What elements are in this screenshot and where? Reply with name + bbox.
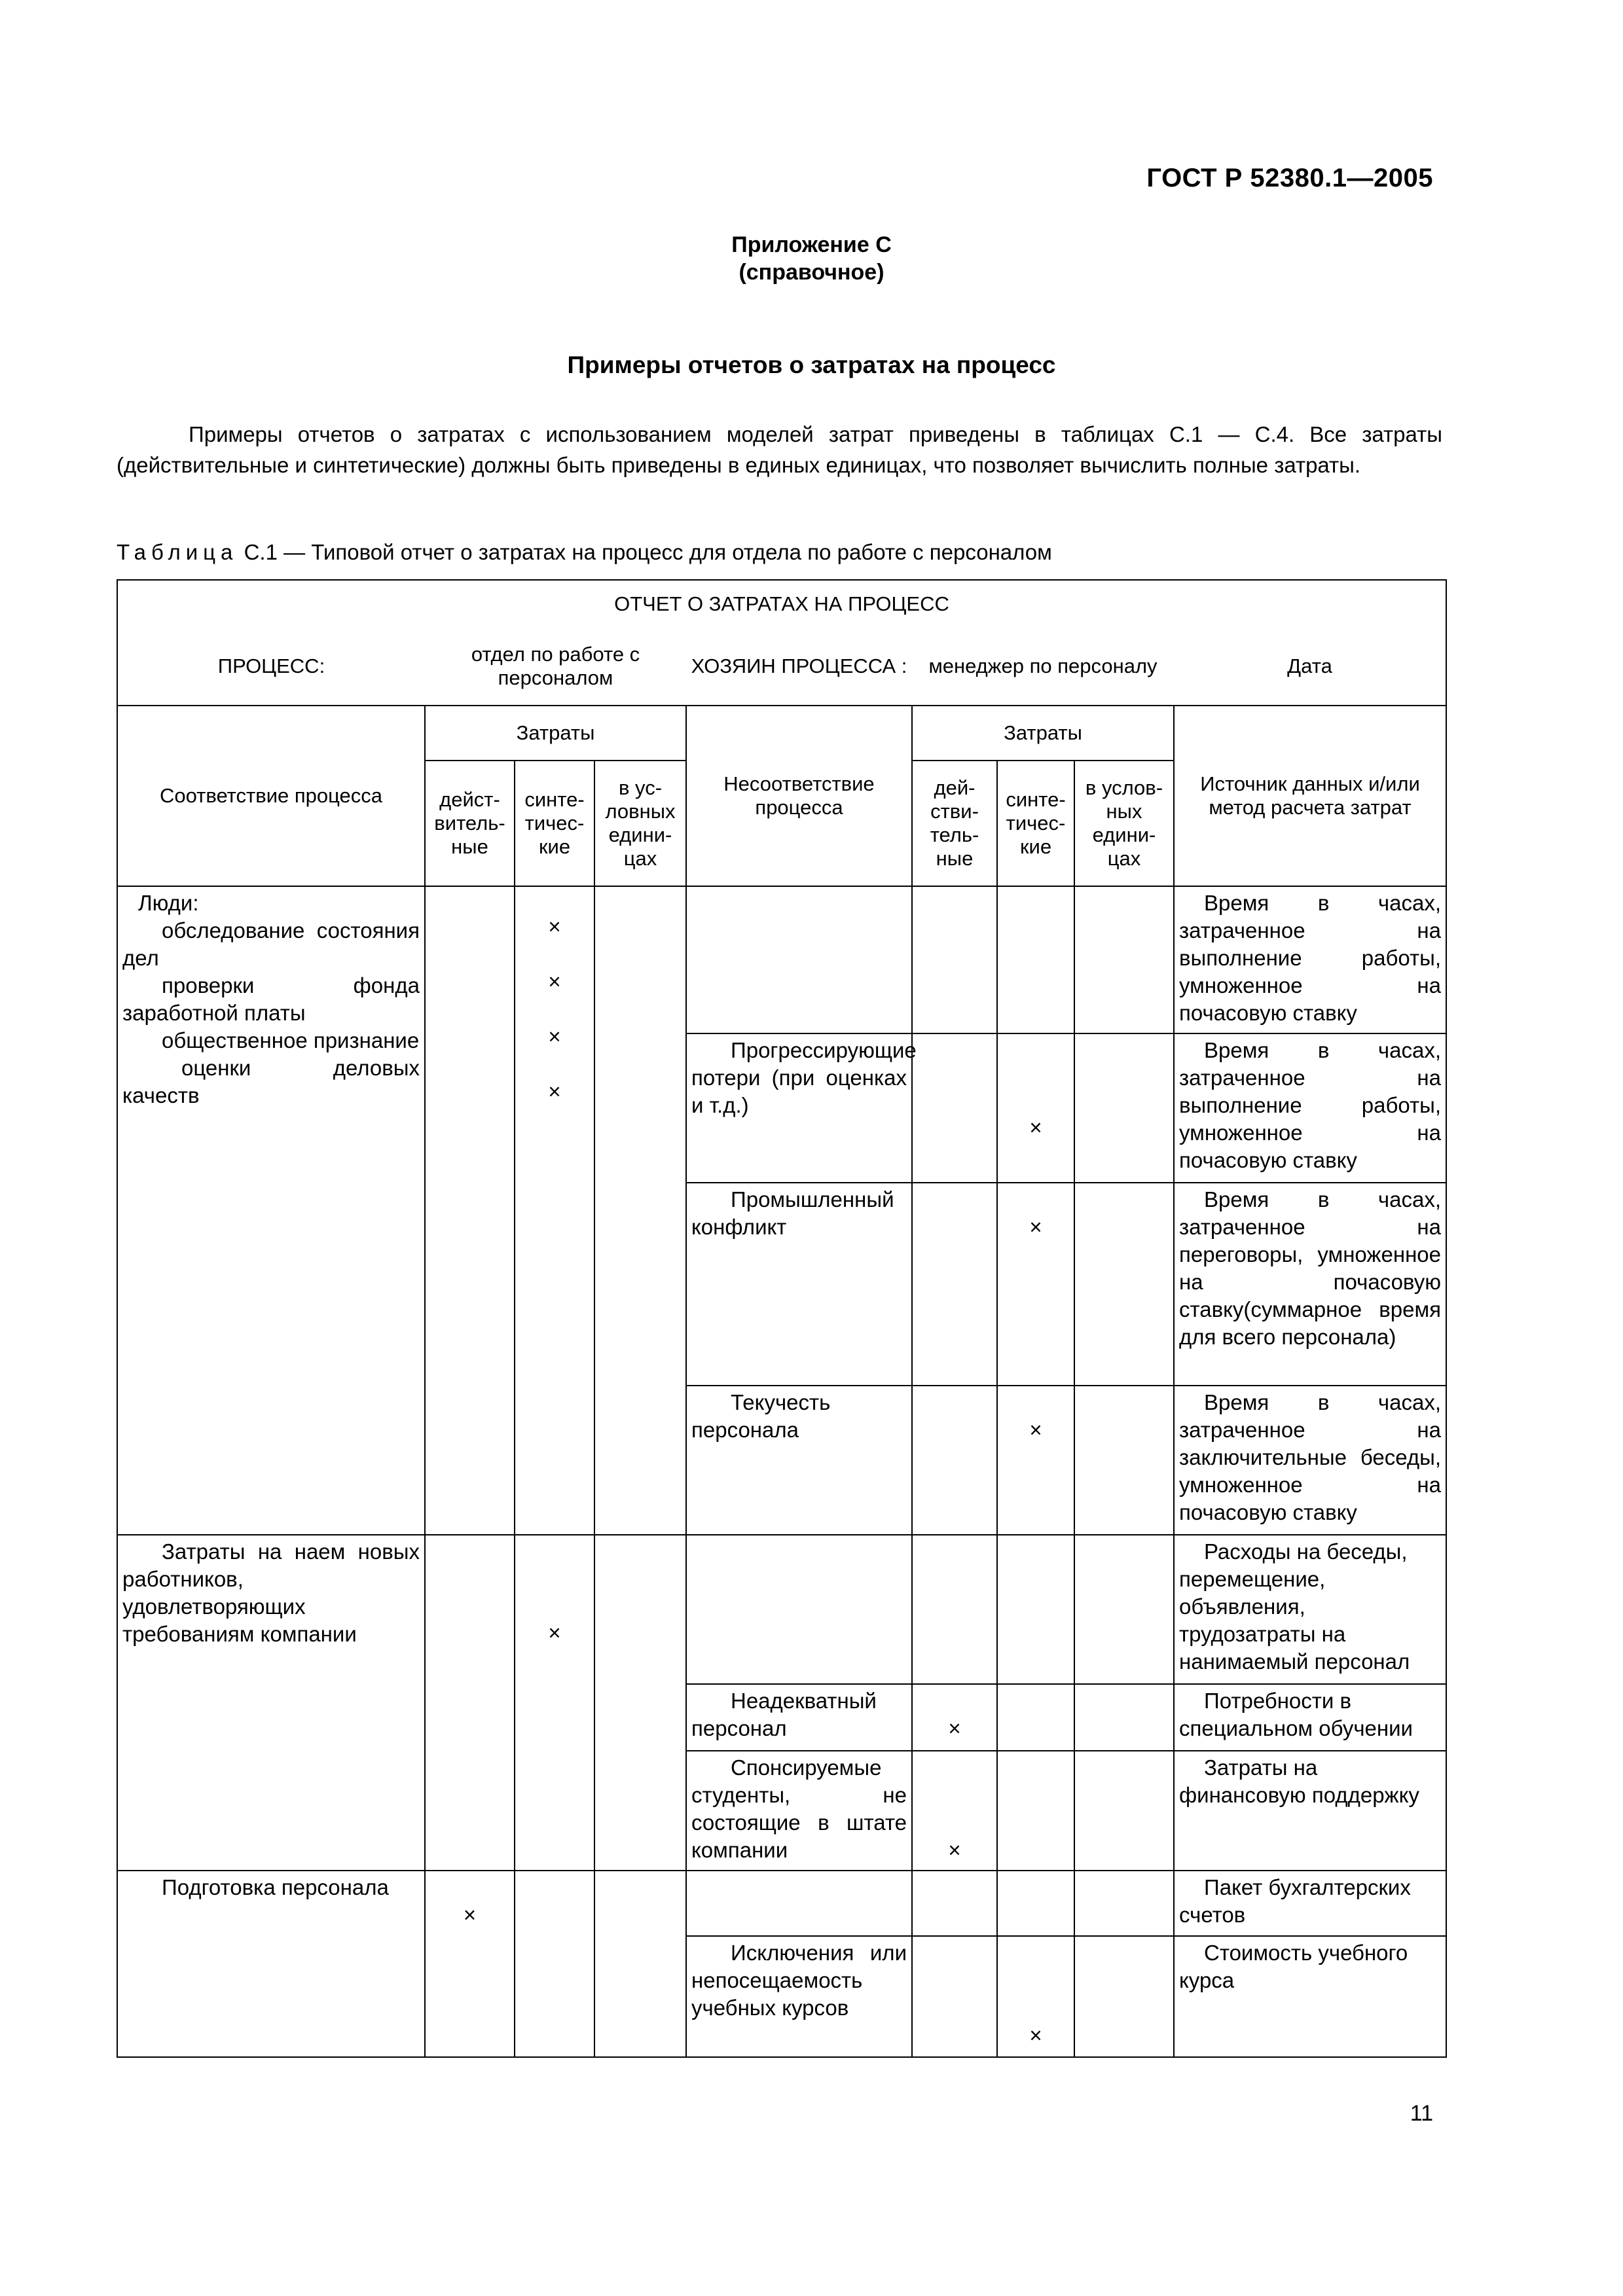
col-actual: дейст-витель-ные: [425, 761, 515, 886]
nonconformance-cell: Неадекватный персонал: [686, 1684, 912, 1751]
nonconformance-cell: Исключения или непосещаемость учебных курсов: [686, 1936, 912, 2057]
col-units-2: в услов-ных едини-цах: [1074, 761, 1174, 886]
appendix-title: Приложение С: [731, 232, 892, 257]
page-number: 11: [1410, 2101, 1433, 2126]
table-row: Подготовка персонала: [117, 1871, 425, 2057]
col-synthetic-2: синте-тичес-кие: [997, 761, 1074, 886]
date-label: Дата: [1174, 627, 1446, 706]
source-cell: Время в часах, затраченное на выполнение работы, умноженное на почасовую ставку: [1174, 886, 1446, 1033]
nonconformance-cell: Текучесть персонала: [686, 1386, 912, 1535]
owner-label: ХОЗЯИН ПРОЦЕССА :: [686, 627, 912, 706]
process-label: ПРОЦЕСС:: [117, 627, 425, 706]
standard-number: ГОСТ Р 52380.1—2005: [1146, 164, 1433, 192]
nonconformance-cell: Промышленный конфликт: [686, 1183, 912, 1386]
col-costs-right: Затраты: [912, 706, 1174, 761]
source-cell: Время в часах, затраченное на заключительные беседы, умноженное на почасовую ставку: [1174, 1386, 1446, 1535]
source-cell: Расходы на беседы, перемещение, объявления, трудозатраты на нанимаемый персонал: [1174, 1535, 1446, 1684]
col-costs-left: Затраты: [425, 706, 686, 761]
cost-report-table: ОТЧЕТ О ЗАТРАТАХ НА ПРОЦЕСС ПРОЦЕСС: отдел по работе с персоналом ХОЗЯИН ПРОЦЕССА : менеджер по персоналу Дата Соответствие процесса Затраты Несоответствие процесса Затраты Источник данных и/или метод расчета затрат дейст-витель-ные синте-тичес-кие в ус-ловных едини-цах дей-стви-тель-ные синте-тичес-кие в услов-ных едини-цах Люди: обследование состояния дел проверки фонда заработной платы общественное признание оценки деловых качеств × × × × Время в часах, затраченное на выполнение работы, умноженное на почасовую ставку Прогрессирующие потери (при оценках и т.д.) × Время в часах, затраченное на выполнение работы, умноженное на почасовую ставку Промышленный конфликт × Время в часах, затраченное на переговоры, умноженное на почасовую ставку(суммарное время для всего персонала) Текучесть персонала × Время в часах, затраченное на заключительные беседы, умноженное на почасовую ставку Затраты на наем новых работников, удовлетворяющих требованиям компании × Расходы на беседы, перемещение, объявления, трудозатраты на нанимаемый персонал Неадекватный персонал × Потребности в специальном обучении Спонсируемые студенты, не состоящие в штате компании × Затраты на финансовую поддержку Подготовка персонала × Пакет бухгалтерских счетов Исключения или непосещаемость учебных курсов × Стоимость учебного курса: [117, 579, 1447, 2058]
nonconformance-cell: Прогрессирующие потери (при оценках и т.д.): [686, 1033, 912, 1183]
source-cell: Время в часах, затраченное на выполнение работы, умноженное на почасовую ставку: [1174, 1033, 1446, 1183]
source-cell: Затраты на финансовую поддержку: [1174, 1751, 1446, 1871]
owner-value: менеджер по персоналу: [912, 627, 1174, 706]
table-row: Люди: обследование состояния дел проверки фонда заработной платы общественное признание оценки деловых качеств: [117, 886, 425, 1535]
col-nonconformance: Несоответствие процесса: [686, 706, 912, 886]
col-actual-2: дей-стви-тель-ные: [912, 761, 997, 886]
appendix-type: (справочное): [739, 260, 884, 285]
table-row: Затраты на наем новых работников, удовлетворяющих требованиям компании: [117, 1535, 425, 1871]
source-cell: Пакет бухгалтерских счетов: [1174, 1871, 1446, 1936]
intro-paragraph: Примеры отчетов о затратах с использованием моделей затрат приведены в таблицах С.1 — С.4. Все затраты (действительные и синтетические) должны быть приведены в единых единицах, что позволяет вычислить полные затраты.: [117, 422, 1442, 477]
section-title: Примеры отчетов о затратах на процесс: [567, 351, 1056, 378]
col-synthetic: синте-тичес-кие: [515, 761, 594, 886]
report-title: ОТЧЕТ О ЗАТРАТАХ НА ПРОЦЕСС: [117, 580, 1446, 627]
source-cell: Время в часах, затраченное на переговоры, умноженное на почасовую ставку(суммарное время для всего персонала): [1174, 1183, 1446, 1386]
col-units: в ус-ловных едини-цах: [594, 761, 686, 886]
process-value: отдел по работе с персоналом: [425, 627, 686, 706]
source-cell: Потребности в специальном обучении: [1174, 1684, 1446, 1751]
source-cell: Стоимость учебного курса: [1174, 1936, 1446, 2057]
nonconformance-cell: Спонсируемые студенты, не состоящие в штате компании: [686, 1751, 912, 1871]
table-caption: Таблица С.1 — Типовой отчет о затратах на процесс для отдела по работе с персоналом: [117, 540, 1052, 564]
col-conformance: Соответствие процесса: [117, 706, 425, 886]
col-source: Источник данных и/или метод расчета затрат: [1174, 706, 1446, 886]
